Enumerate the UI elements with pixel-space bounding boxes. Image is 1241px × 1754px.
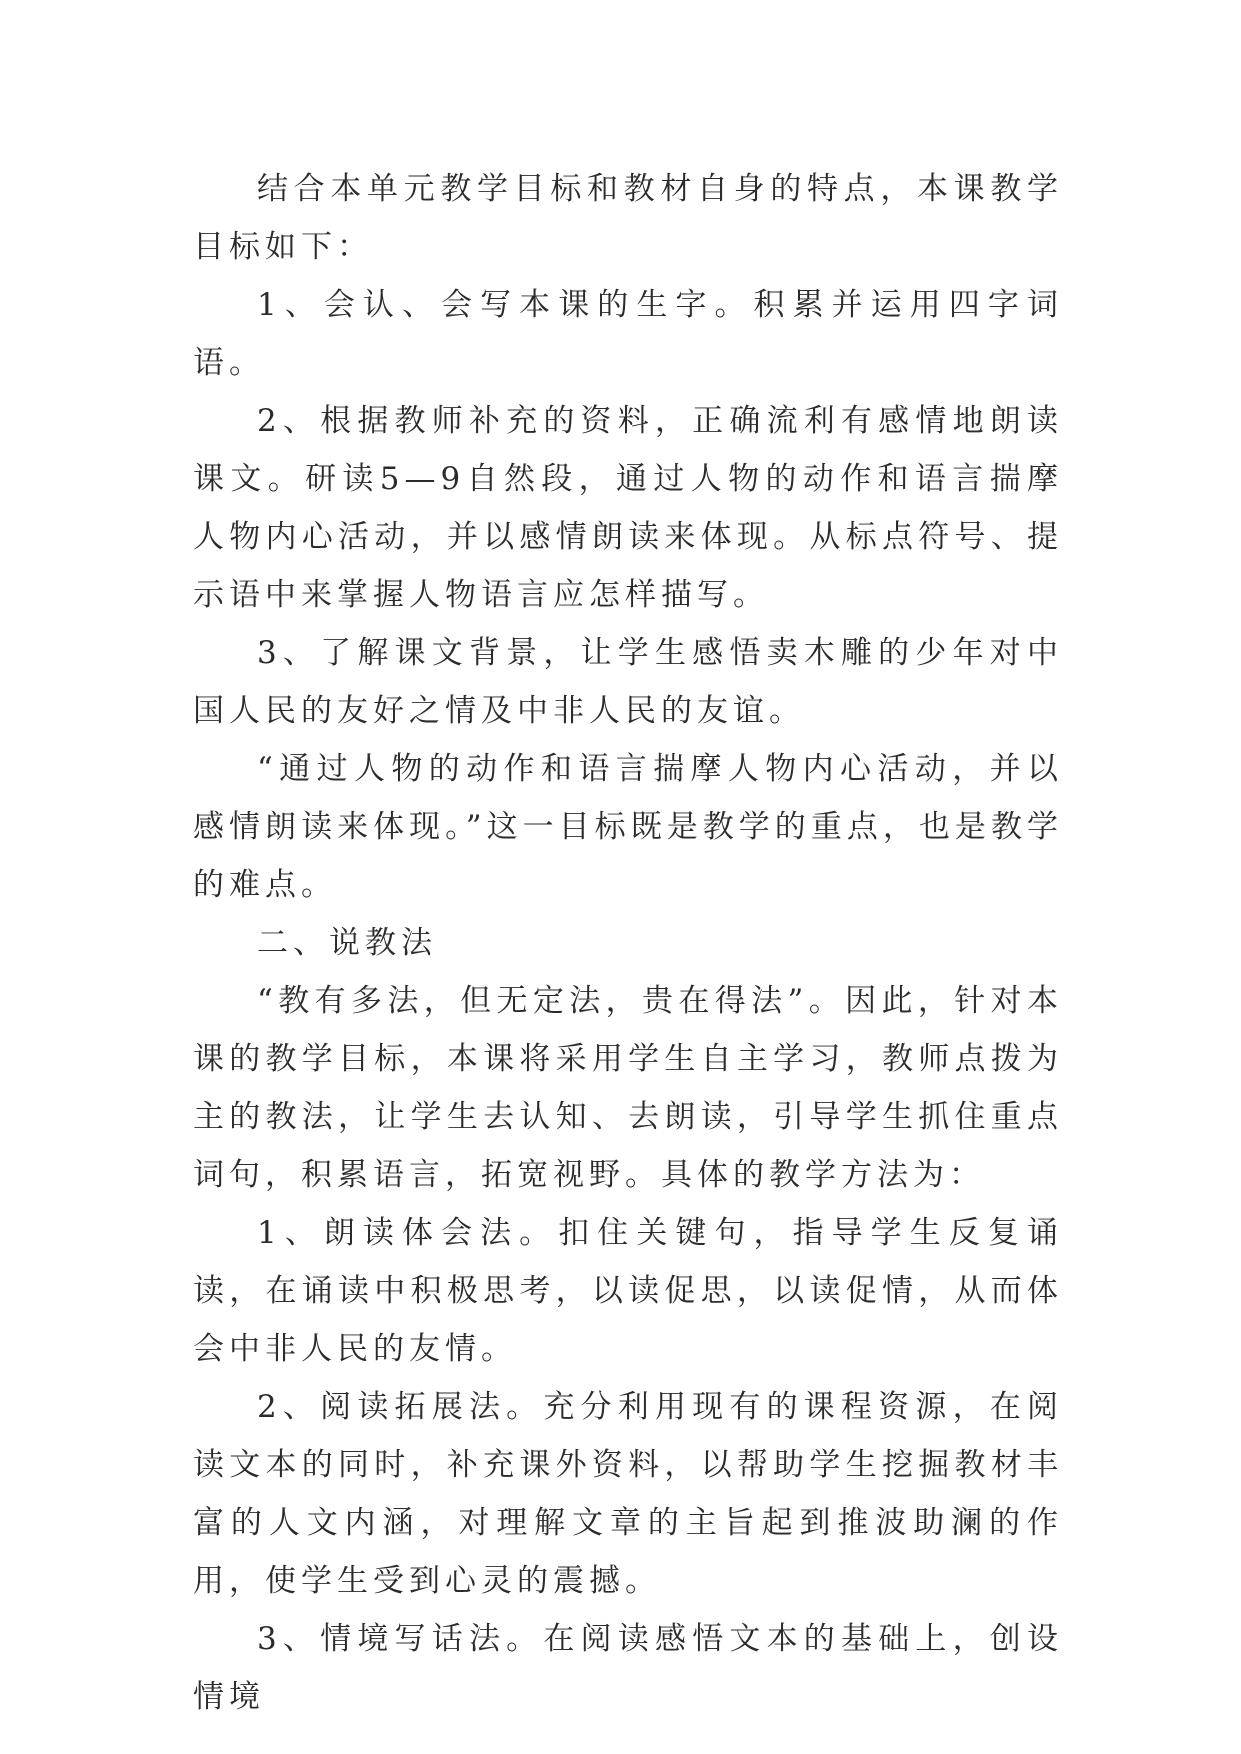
paragraph-key-point: “通过人物的动作和语言揣摩人物内心活动，并以感情朗读来体现。”这一目标既是教学的重点，也是教学的难点。 bbox=[193, 751, 1063, 903]
paragraph-method-2: 2、阅读拓展法。充分利用现有的课程资源，在阅读文本的同时，补充课外资料，以帮助学生挖掘教材丰富的人文内涵，对理解文章的主旨起到推波助澜的作用，使学生受到心灵的震撼。 bbox=[193, 1389, 1063, 1599]
paragraph-objective-2: 2、根据教师补充的资料，正确流利有感情地朗读课文。研读5—9自然段，通过人物的动作和语言揣摩人物内心活动，并以感情朗读来体现。从标点符号、提示语中来掌握人物语言应怎样描写。 bbox=[193, 403, 1063, 613]
document-body bbox=[193, 160, 1063, 1726]
paragraph-method-3: 3、情境写话法。在阅读感悟文本的基础上，创设情境 bbox=[193, 1621, 1063, 1715]
paragraph-objective-3: 3、了解课文背景，让学生感悟卖木雕的少年对中国人民的友好之情及中非人民的友谊。 bbox=[193, 635, 1063, 729]
paragraph-objectives-intro: 结合本单元教学目标和教材自身的特点，本课教学目标如下： bbox=[193, 171, 1063, 265]
section-heading-teaching-methods: 二、说教法 bbox=[257, 925, 437, 961]
paragraph-methods-intro: “教有多法，但无定法，贵在得法”。因此，针对本课的教学目标，本课将采用学生自主学习，教师点拨为主的教法，让学生去认知、去朗读，引导学生抓住重点词句，积累语言，拓宽视野。具体的教学方法为： bbox=[193, 983, 1063, 1193]
paragraph-objective-1: 1、会认、会写本课的生字。积累并运用四字词语。 bbox=[193, 287, 1063, 381]
paragraph-method-1: 1、朗读体会法。扣住关键句，指导学生反复诵读，在诵读中积极思考，以读促思，以读促情，从而体会中非人民的友情。 bbox=[193, 1215, 1063, 1367]
